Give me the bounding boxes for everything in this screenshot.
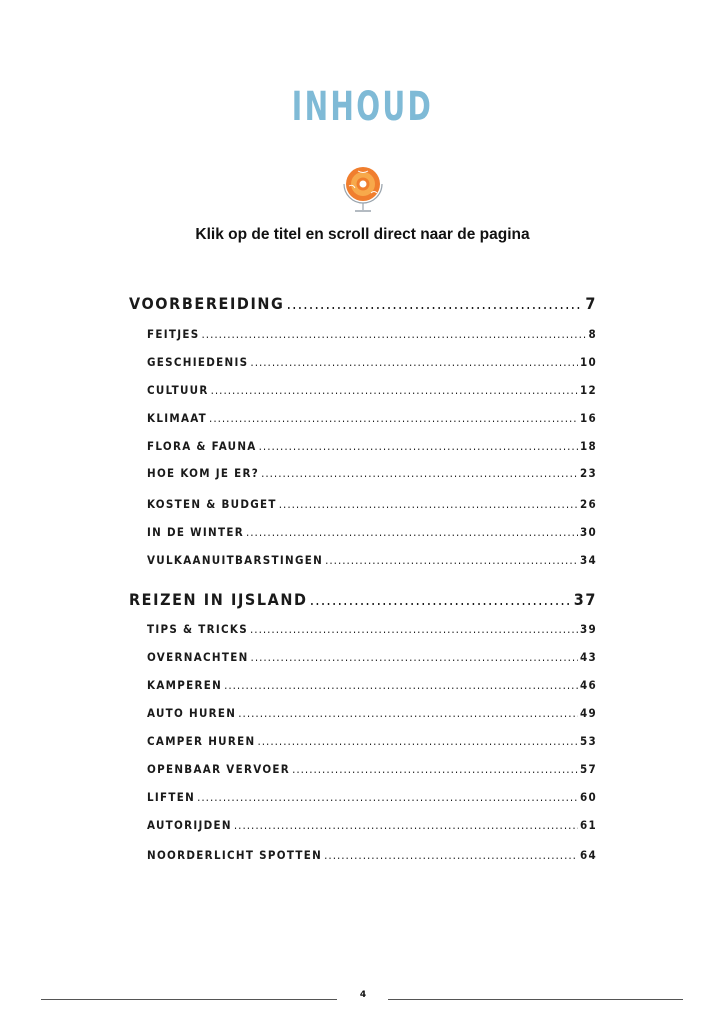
toc-section-link[interactable] [129, 590, 597, 609]
dot-leader [234, 818, 578, 832]
toc-item-link[interactable] [147, 553, 597, 567]
toc-item-page-number: 53 [580, 734, 597, 748]
dot-leader [197, 790, 578, 804]
toc-item-label: LIFTEN [147, 790, 196, 804]
toc-item-link[interactable] [147, 848, 597, 862]
toc-item-link[interactable] [147, 818, 597, 832]
toc-item-label: OVERNACHTEN [147, 650, 249, 664]
dot-leader [292, 762, 578, 776]
toc-item-label: VOORBEREIDING [129, 294, 285, 313]
toc-item-page-number: 10 [580, 355, 597, 369]
toc-item-page-number: 37 [573, 590, 597, 609]
toc-section-link[interactable] [129, 294, 597, 313]
toc-item-page-number: 46 [580, 678, 597, 692]
page-number: 4 [359, 990, 367, 1000]
dot-leader [250, 622, 578, 636]
toc-item-link[interactable] [147, 706, 597, 720]
toc-item-label: IN DE WINTER [147, 525, 244, 539]
toc-item-page-number: 30 [580, 525, 597, 539]
toc-item-link[interactable] [147, 466, 597, 480]
toc-item-page-number: 8 [588, 327, 597, 341]
toc-item-page-number: 61 [580, 818, 597, 832]
dot-leader [259, 439, 578, 453]
dot-leader [261, 466, 578, 480]
toc-item-label: OPENBAAR VERVOER [147, 762, 291, 776]
toc-item-label: REIZEN IN IJSLAND [129, 590, 308, 609]
toc-item-link[interactable] [147, 622, 597, 636]
footer-divider-left [41, 999, 337, 1000]
toc-item-link[interactable] [147, 327, 597, 341]
toc-item-link[interactable] [147, 790, 597, 804]
toc-item-link[interactable] [147, 734, 597, 748]
dot-leader [325, 553, 578, 567]
toc-item-page-number: 7 [585, 294, 597, 313]
toc-item-label: KAMPEREN [147, 678, 223, 692]
dot-leader [246, 525, 578, 539]
toc-item-link[interactable] [147, 383, 597, 397]
toc-item-link[interactable] [147, 762, 597, 776]
footer-divider-right [388, 999, 683, 1000]
toc-item-link[interactable] [147, 650, 597, 664]
dot-leader [324, 848, 578, 862]
dot-leader [209, 411, 578, 425]
toc-item-link[interactable] [147, 439, 597, 453]
toc-item-label: FLORA & FAUNA [147, 439, 257, 453]
toc-item-link[interactable] [147, 497, 597, 511]
dot-leader [310, 590, 572, 609]
toc-item-label: CULTUUR [147, 383, 209, 397]
toc-item-label: AUTORIJDEN [147, 818, 232, 832]
dot-leader [211, 383, 578, 397]
toc-item-label: FEITJES [147, 327, 200, 341]
dot-leader [279, 497, 578, 511]
toc-item-label: GESCHIEDENIS [147, 355, 249, 369]
toc-item-link[interactable] [147, 411, 597, 425]
toc-item-page-number: 23 [580, 466, 597, 480]
toc-item-page-number: 18 [580, 439, 597, 453]
toc-item-label: KOSTEN & BUDGET [147, 497, 277, 511]
toc-item-page-number: 57 [580, 762, 597, 776]
dot-leader [238, 706, 578, 720]
toc-item-page-number: 16 [580, 411, 597, 425]
toc-item-label: HOE KOM JE ER? [147, 466, 260, 480]
dot-leader [286, 294, 583, 313]
toc-item-page-number: 64 [580, 848, 597, 862]
toc-item-link[interactable] [147, 355, 597, 369]
globe-icon [338, 162, 388, 216]
dot-leader [202, 327, 587, 341]
toc-item-label: NOORDERLICHT SPOTTEN [147, 848, 323, 862]
subtitle: Klik op de titel en scroll direct naar de pagina [195, 226, 530, 243]
toc-item-label: TIPS & TRICKS [147, 622, 248, 636]
toc-item-page-number: 43 [580, 650, 597, 664]
toc-item-link[interactable] [147, 525, 597, 539]
dot-leader [224, 678, 578, 692]
page-title: INHOUD [291, 84, 434, 130]
toc-item-label: KLIMAAT [147, 411, 208, 425]
toc-item-link[interactable] [147, 678, 597, 692]
toc-item-page-number: 39 [580, 622, 597, 636]
toc-item-label: VULKAANUITBARSTINGEN [147, 553, 324, 567]
dot-leader [250, 355, 578, 369]
toc-item-page-number: 34 [580, 553, 597, 567]
toc-item-page-number: 60 [580, 790, 597, 804]
toc-item-page-number: 12 [580, 383, 597, 397]
toc-item-page-number: 26 [580, 497, 597, 511]
dot-leader [257, 734, 578, 748]
dot-leader [251, 650, 578, 664]
toc-item-page-number: 49 [580, 706, 597, 720]
toc-item-label: CAMPER HUREN [147, 734, 256, 748]
toc-item-label: AUTO HUREN [147, 706, 237, 720]
